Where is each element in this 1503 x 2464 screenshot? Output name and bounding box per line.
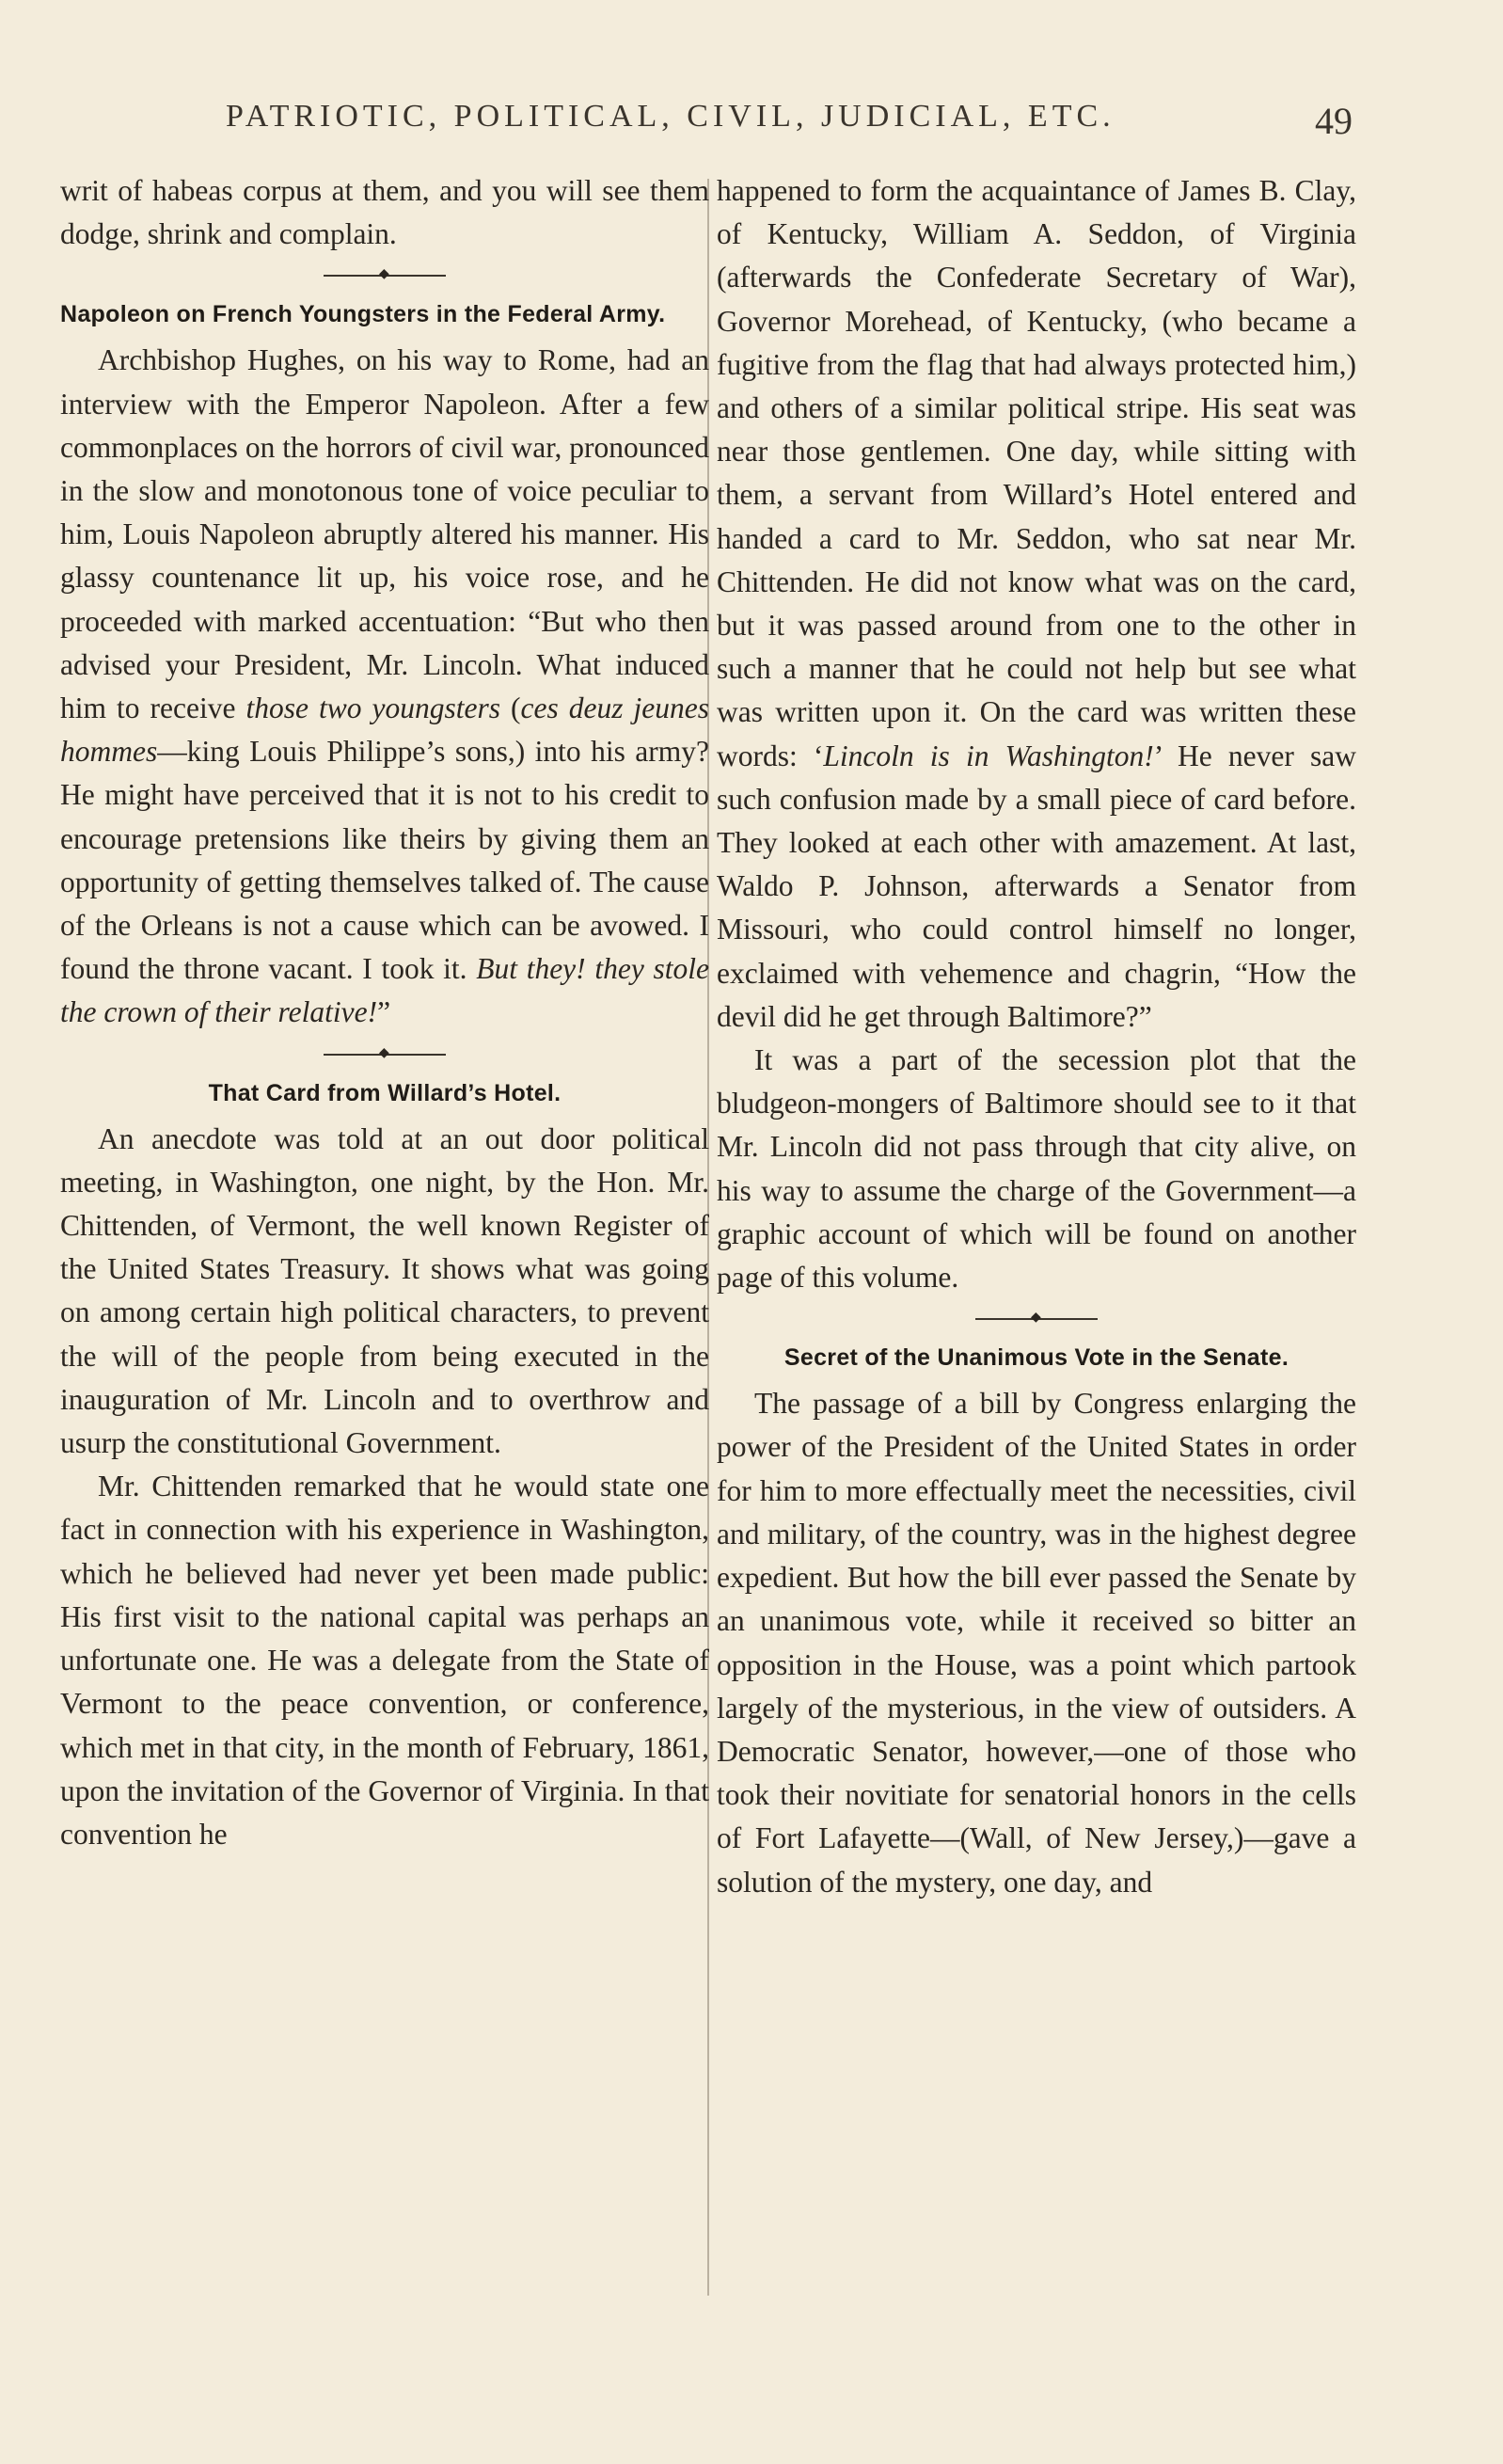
- page-number: 49: [1315, 100, 1353, 142]
- right-column: [717, 169, 1356, 1904]
- running-head: [0, 99, 1503, 146]
- section-title-napoleon: Napoleon on French Youngsters in the Federal Army.: [60, 301, 666, 328]
- running-title: PATRIOTIC, POLITICAL, CIVIL, JUDICIAL, ETC.: [226, 99, 1115, 134]
- section-separator: ◆: [60, 256, 709, 294]
- paragraph: It was a part of the secession plot that the bludgeon-mongers of Baltimore should see to it that Mr. Lincoln did not pass through that city alive, on his way to assume the charge of the Government—a graphic account of which will be found on another page of this volume.: [717, 1043, 1356, 1295]
- paragraph: Archbishop Hughes, on his way to Rome, had an interview with the Emperor Napoleon. After a few commonplaces on the horrors of civil war, pronounced in the slow and monotonous tone of voice peculiar to him, Louis Napoleon abruptly altered his manner. His glassy countenance lit up, his voice rose, and he proceeded with marked accentuation: “But who then advised your President, Mr. Lincoln. What induced him to receive those two youngsters (ces deuz jeunes hommes—king Louis Philippe’s sons,) into his army? He might have perceived that it is not to his credit to encourage pretensions like theirs by giving them an opportunity of getting themselves talked of. The cause of the Orleans is not a cause which can be avowed. I found the throne vacant. I took it. But they! they stole the crown of their relative!”: [60, 343, 710, 1029]
- section-title-senate: Secret of the Unanimous Vote in the Senate.: [783, 1344, 1289, 1372]
- paragraph: The passage of a bill by Congress enlarging the power of the President of the United States in order for him to more effectually meet the necessities, civil and military, of the country, was in the highest degree expedient. But how the bill ever passed the Senate by an unanimous vote, while it received so bitter an opposition in the House, was a point which partook largely of the mysterious, in the view of outsiders. A Democratic Senator, however,—one of those who took their novitiate for senatorial honors in the cells of Fort Lafayette—(Wall, of New Jersey,)—gave a solution of the mystery, one day, and: [717, 1387, 1356, 1899]
- paragraph: An anecdote was told at an out door political meeting, in Washington, one night, by the Hon. Mr. Chittenden, of Vermont, the well known Register of the United States Treasury. It shows what was going on among certain high political characters, to prevent the will of the people from being executed in the inauguration of Mr. Lincoln and to overthrow and usurp the constitutional Government.: [60, 1121, 709, 1460]
- paragraph: Mr. Chittenden remarked that he would state one fact in connection with his experience in Washington, which he believed had never yet been made public: His first visit to the national capital was perhaps an unfortunate one. He was a delegate from the State of Vermont to the peace convention, or conference, which met in that city, in the month of February, 1861, upon the invitation of the Governor of Virginia. In that convention he: [60, 1470, 709, 1851]
- paragraph: happened to form the acquaintance of James B. Clay, of Kentucky, William A. Seddon, of Virginia (afterwards the Confederate Secretary of War), Governor Morehead, of Kentucky, (who became a fugitive from the flag that had always protected him,) and others of a similar political stripe. His seat was near those gentlemen. One day, while sitting with them, a servant from Willard’s Hotel entered and handed a card to Mr. Seddon, who sat near Mr. Chittenden. He did not know what was on the card, but it was passed around from one to the other in such a manner that he could not help but see what was written upon it. On the card was written these words: ‘Lincoln is in Washington!’ He never saw such confusion made by a small piece of card before. They looked at each other with amazement. At last, Waldo P. Johnson, afterwards a Senator from Missouri, who could control himself no longer, exclaimed with vehemence and chagrin, “How the devil did he get through Baltimore?”: [717, 174, 1356, 1033]
- section-separator: ◆: [60, 1035, 709, 1073]
- section-title-card: That Card from Willard’s Hotel.: [208, 1079, 562, 1106]
- paragraph: writ of habeas corpus at them, and you will see them dodge, shrink and complain.: [60, 174, 709, 251]
- left-column: [60, 169, 709, 1856]
- section-separator: ◆: [717, 1299, 1356, 1337]
